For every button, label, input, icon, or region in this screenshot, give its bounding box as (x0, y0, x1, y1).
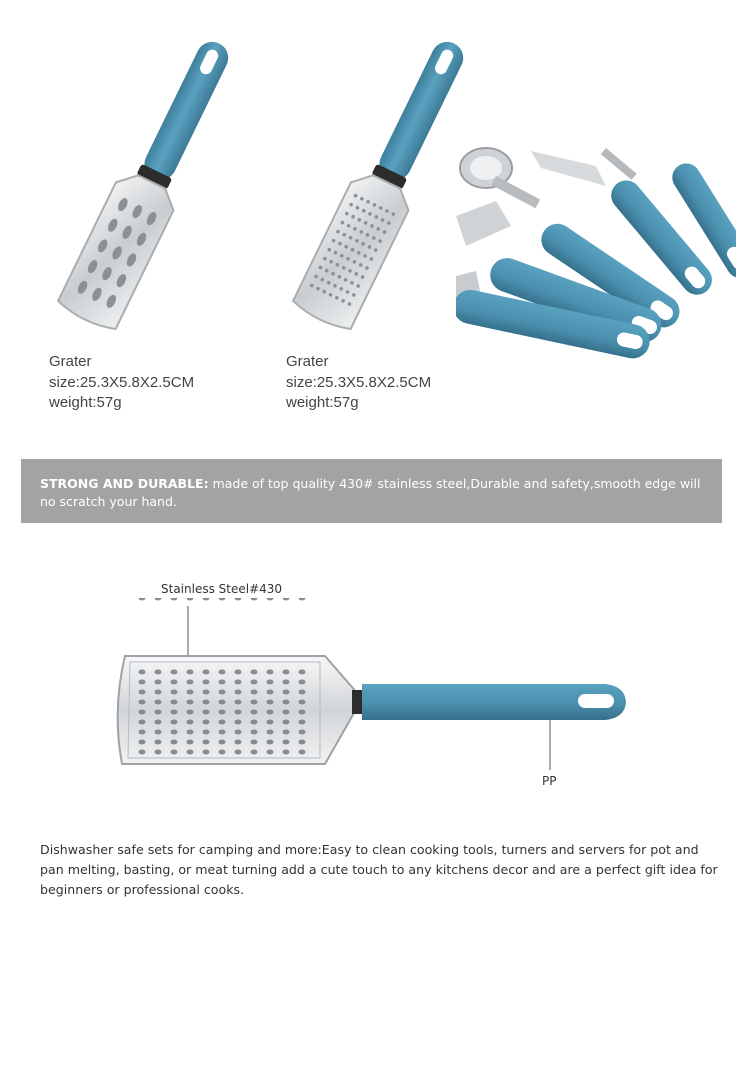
product-weight: weight:57g (49, 394, 122, 411)
product-caption-1 (49, 352, 194, 414)
banner-body: made of top quality 430# stainless steel,Durable and safety,smooth edge will no scratch your hand. (40, 476, 701, 509)
kitchen-tools-photo (456, 146, 736, 406)
product-size: size:25.3X5.8X2.5CM (49, 373, 195, 391)
banner-heading: STRONG AND DURABLE: (40, 476, 209, 491)
grater-diagram-image (100, 598, 640, 778)
grater-coarse-image (30, 20, 270, 350)
label-pp: PP (542, 774, 557, 788)
product-size: size:25.3X5.8X2.5CM (286, 373, 432, 391)
banner-text (40, 475, 716, 511)
product-description: Dishwasher safe sets for camping and more:Easy to clean cooking tools, turners and servers for pot and pan melting, basting, or meat turning add a cute touch to any kitchens decor and are a perfect gift idea for beginners or professional cooks. (40, 842, 718, 897)
label-stainless-steel: Stainless Steel#430 (161, 582, 283, 596)
feature-banner (21, 459, 722, 523)
product-name: Grater (286, 353, 329, 370)
product-caption-2 (286, 352, 431, 414)
product-name: Grater (49, 353, 92, 370)
product-weight: weight:57g (286, 394, 359, 411)
